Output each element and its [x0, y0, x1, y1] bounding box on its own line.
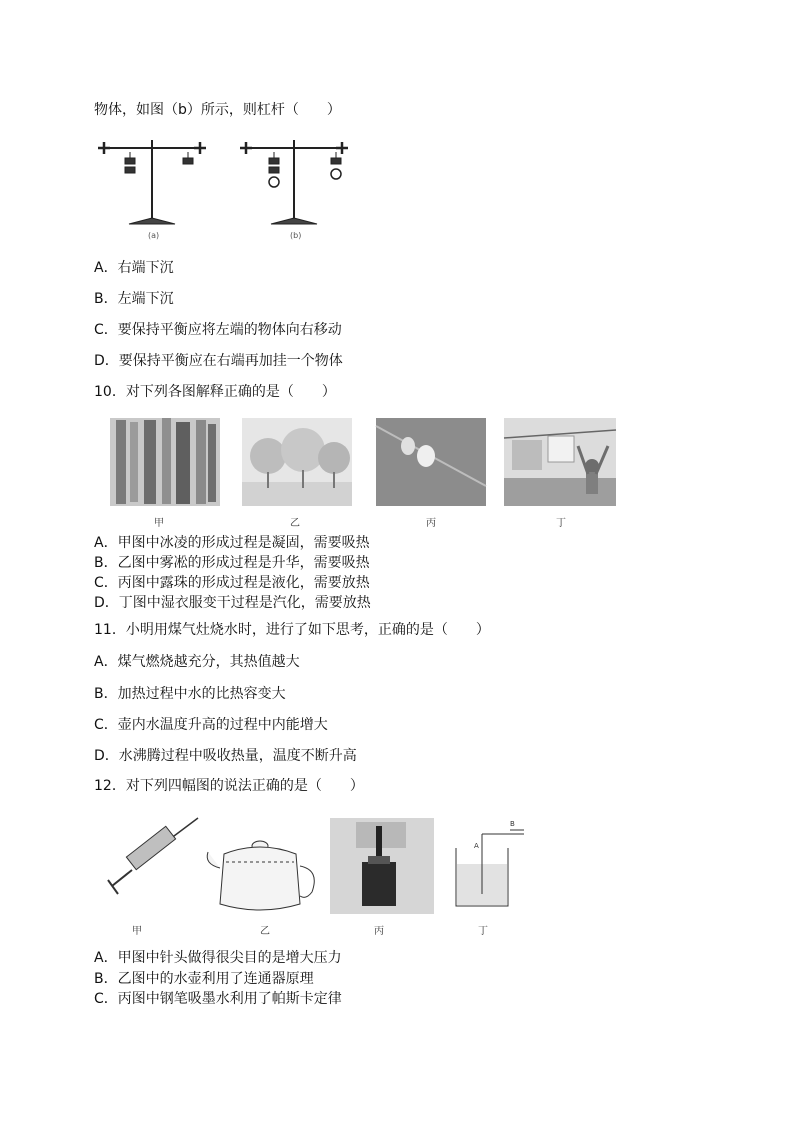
q11-option-b: B．加热过程中水的比热容变大 — [94, 686, 286, 702]
q12-caption-yi: 乙 — [260, 926, 270, 937]
q9-option-c: C．要保持平衡应将左端的物体向右移动 — [94, 322, 342, 338]
q12-caption-ding: 丁 — [478, 926, 488, 937]
fig-label-b: B — [510, 820, 515, 828]
q9-option-d: D．要保持平衡应在右端再加挂一个物体 — [94, 353, 343, 369]
q10-option-b: B．乙图中雾凇的形成过程是升华，需要吸热 — [94, 555, 370, 571]
q10-option-d: D．丁图中湿衣服变干过程是汽化，需要放热 — [94, 595, 371, 611]
q12-caption-bing: 丙 — [374, 926, 384, 937]
pen-ink-photo — [330, 818, 434, 914]
q12-photo-strip — [106, 812, 546, 940]
lever-figure-b — [240, 140, 348, 224]
dew-drop-photo — [376, 418, 486, 506]
syringe-figure — [108, 818, 198, 894]
q10-caption-ding: 丁 — [556, 518, 566, 529]
q9-option-b: B．左端下沉 — [94, 291, 174, 307]
q11-option-a: A．煤气燃烧越充分，其热值越大 — [94, 654, 300, 670]
q9-option-a: A．右端下沉 — [94, 260, 174, 276]
q12-caption-jia: 甲 — [132, 926, 142, 937]
q10-stem: 10．对下列各图解释正确的是（ ） — [94, 384, 336, 400]
q11-stem: 11．小明用煤气灶烧水时，进行了如下思考，正确的是（ ） — [94, 622, 490, 638]
beaker-tube-figure — [456, 830, 524, 906]
q10-caption-jia: 甲 — [154, 518, 164, 529]
teapot-figure — [207, 841, 314, 910]
q11-option-d: D．水沸腾过程中吸收热量，温度不断升高 — [94, 748, 357, 764]
q10-option-c: C．丙图中露珠的形成过程是液化，需要放热 — [94, 575, 370, 591]
q12-stem: 12．对下列四幅图的说法正确的是（ ） — [94, 778, 364, 794]
rime-trees-photo — [242, 418, 352, 506]
q9-stem-tail: 物体，如图（b）所示，则杠杆（ ） — [94, 102, 341, 118]
lever-figures — [96, 134, 362, 244]
fig-label-a: A — [474, 842, 479, 850]
q12-option-b: B．乙图中的水壶利用了连通器原理 — [94, 971, 314, 987]
q12-option-a: A．甲图中针头做得很尖目的是增大压力 — [94, 950, 342, 966]
q12-option-c: C．丙图中钢笔吸墨水利用了帕斯卡定律 — [94, 991, 342, 1007]
q10-caption-bing: 丙 — [426, 518, 436, 529]
q11-option-c: C．壶内水温度升高的过程中内能增大 — [94, 717, 328, 733]
drying-clothes-photo — [504, 418, 616, 506]
q10-photo-strip — [108, 416, 620, 531]
lever-figure-a — [98, 140, 206, 224]
fig-b-caption: (b) — [290, 231, 302, 240]
icicle-photo — [110, 418, 220, 506]
fig-a-caption: (a) — [148, 231, 160, 240]
q10-caption-yi: 乙 — [290, 518, 300, 529]
q10-option-a: A．甲图中冰凌的形成过程是凝固，需要吸热 — [94, 535, 370, 551]
